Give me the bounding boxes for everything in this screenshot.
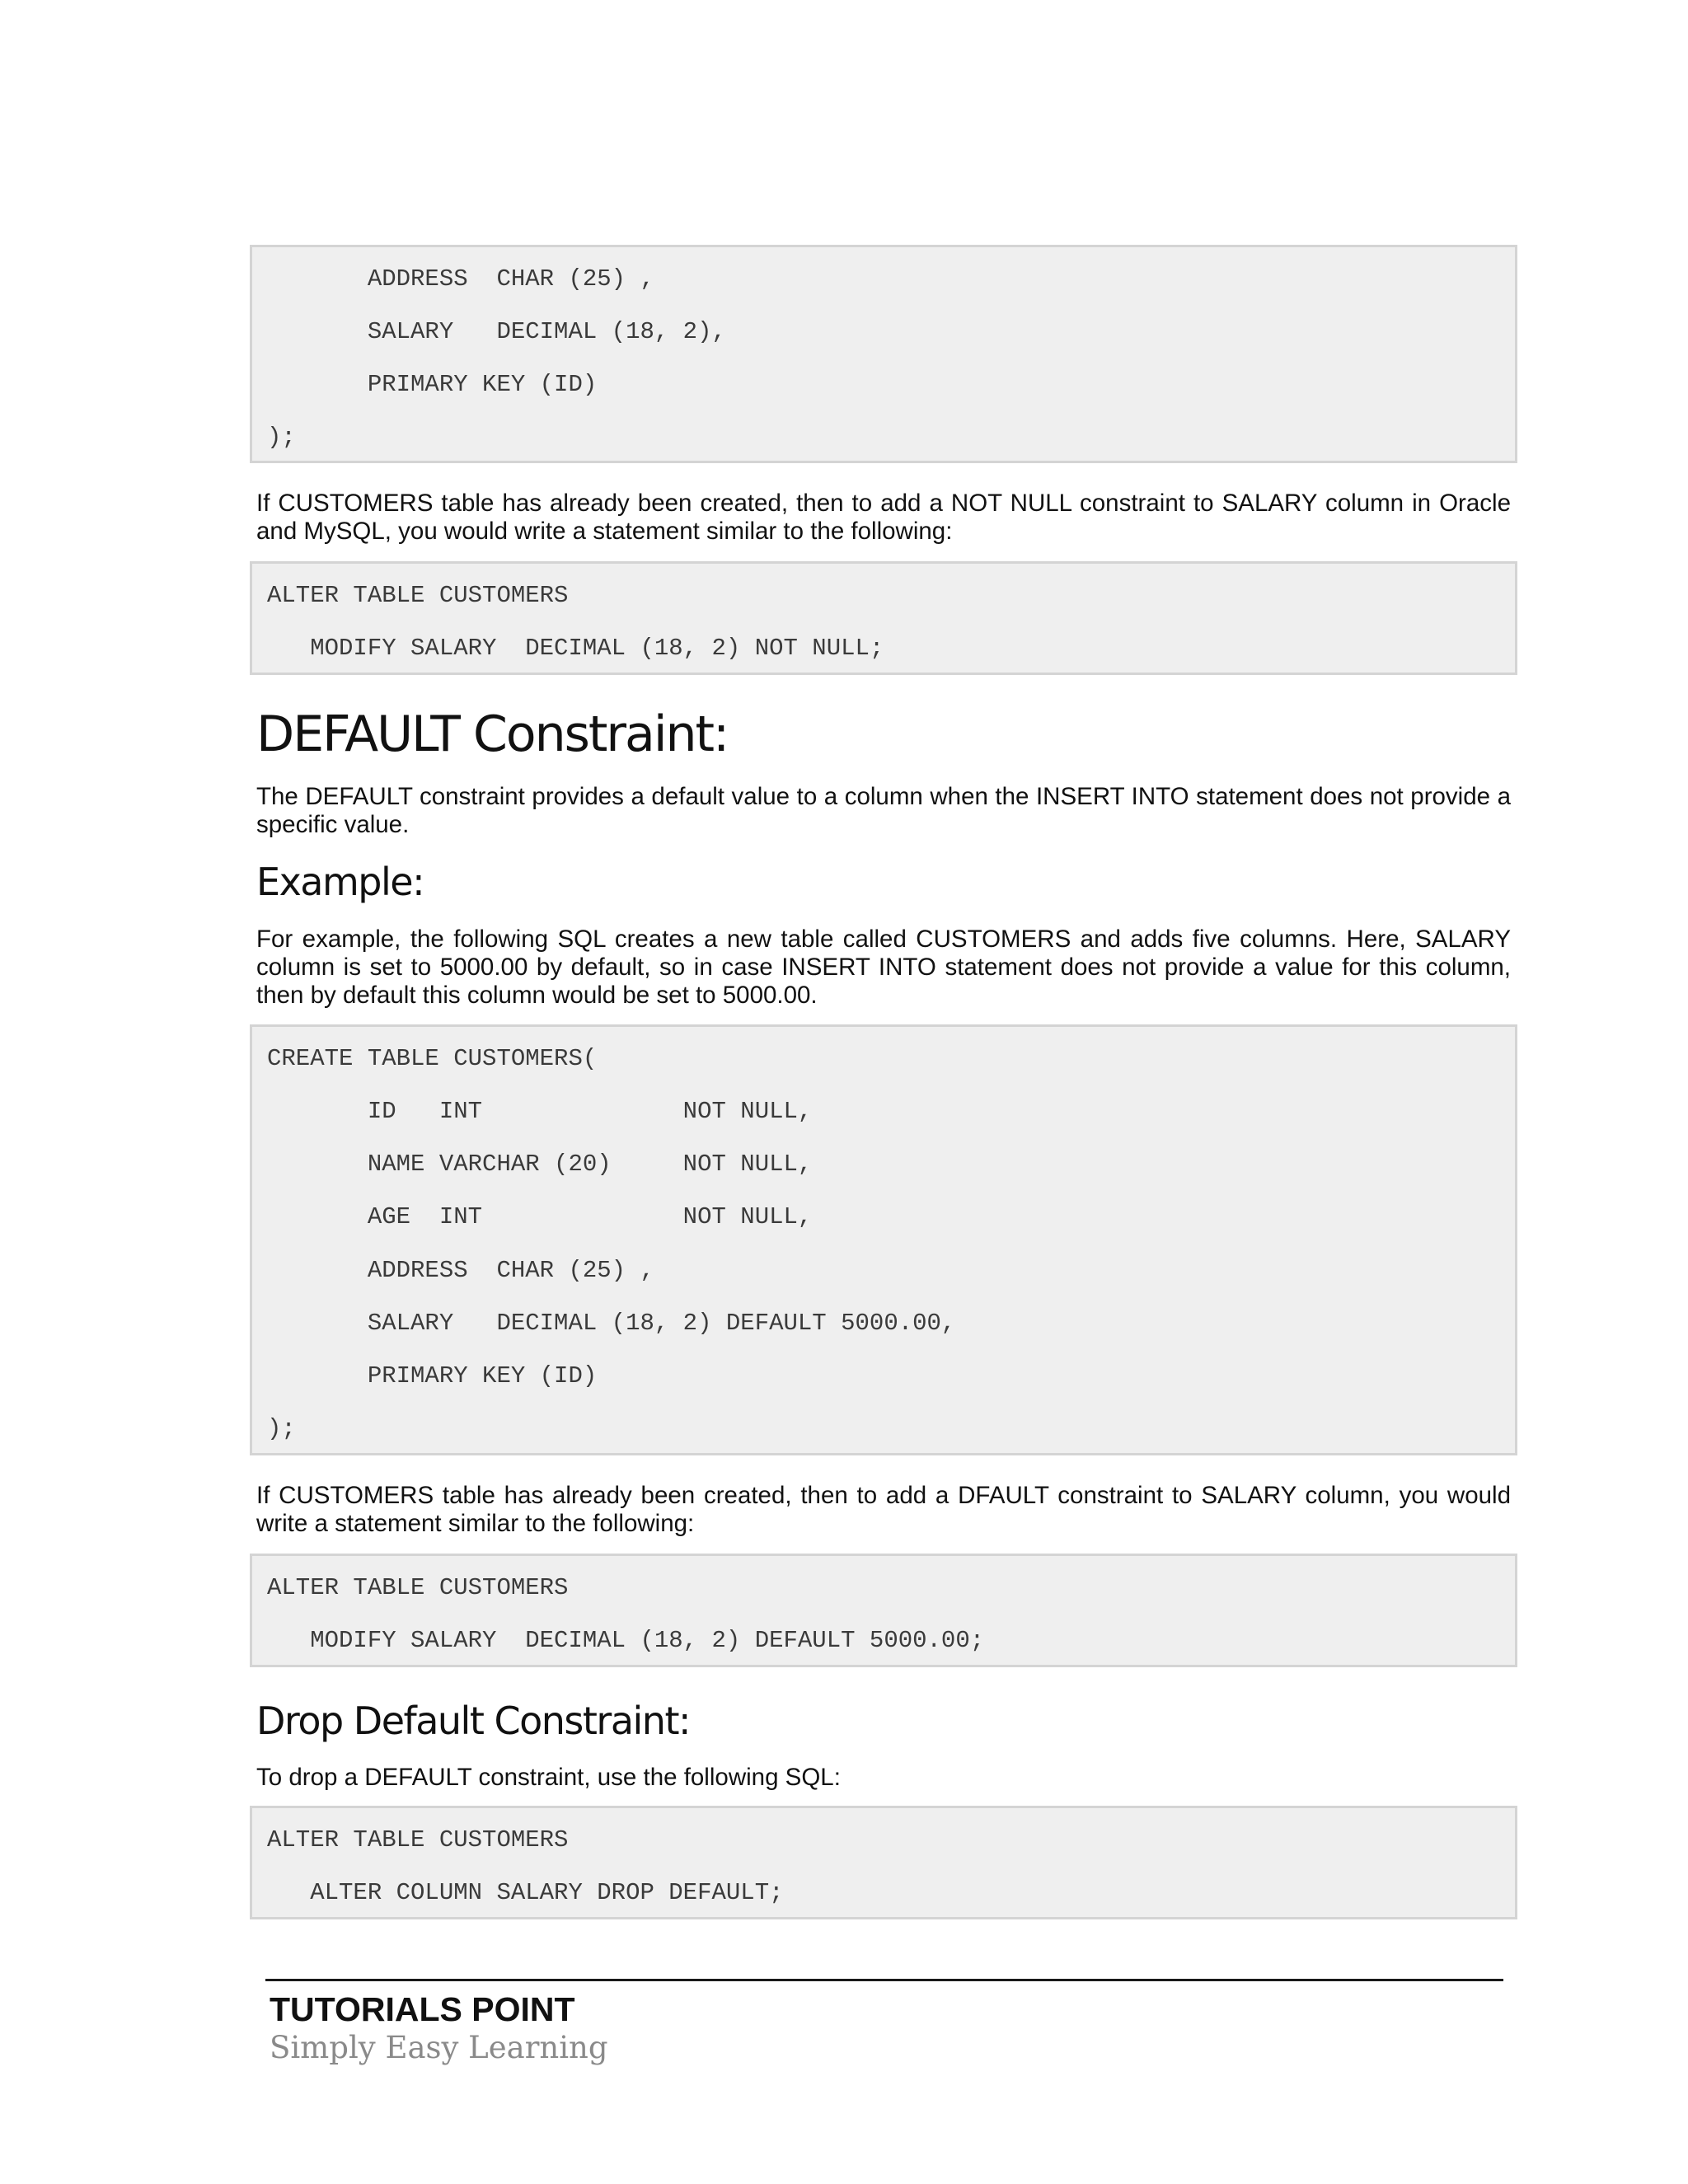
paragraph-default-example-intro: For example, the following SQL creates a new table called CUSTOMERS and adds five columns. Here, SALARY column is set to 5000.00 by default, so in case INSERT INTO statement does not provide a value for this column, then by default this column would be set to 5000.00. (256, 926, 1511, 1009)
paragraph-drop-default-intro: To drop a DEFAULT constraint, use the following SQL: (256, 1764, 841, 1791)
code-line: ALTER COLUMN SALARY DROP DEFAULT; (267, 1879, 784, 1906)
code-line: ALTER TABLE CUSTOMERS (267, 582, 569, 609)
code-block-alter-default (250, 1554, 1517, 1667)
code-line: NAME VARCHAR (20) NOT NULL, (267, 1151, 813, 1178)
code-line: SALARY DECIMAL (18, 2) DEFAULT 5000.00, (267, 1310, 956, 1337)
footer-tagline: Simply Easy Learning (270, 2030, 608, 2065)
code-line: PRIMARY KEY (ID) (267, 1362, 598, 1390)
code-line: ALTER TABLE CUSTOMERS (267, 1574, 569, 1601)
paragraph-default-description: The DEFAULT constraint provides a default value to a column when the INSERT INTO statement does not provide a specific value. (256, 783, 1511, 838)
footer-brand-logo: TUTORIALS POINT (270, 1990, 575, 2028)
code-line: ); (267, 424, 296, 451)
footer-divider (265, 1979, 1503, 1981)
heading-drop-default-constraint: Drop Default Constraint: (256, 1699, 690, 1743)
paragraph-default-alter-intro: If CUSTOMERS table has already been created, then to add a DFAULT constraint to SALARY column, you would write a statement similar to the following: (256, 1482, 1511, 1537)
code-block-create-table-tail (250, 245, 1517, 463)
heading-default-constraint: DEFAULT Constraint: (256, 705, 729, 763)
code-line: ALTER TABLE CUSTOMERS (267, 1826, 569, 1854)
code-line: AGE INT NOT NULL, (267, 1203, 813, 1230)
code-line: MODIFY SALARY DECIMAL (18, 2) DEFAULT 5000.00; (267, 1627, 985, 1654)
code-line: CREATE TABLE CUSTOMERS( (267, 1045, 598, 1072)
code-block-alter-not-null (250, 561, 1517, 675)
code-line: SALARY DECIMAL (18, 2), (267, 318, 726, 345)
code-block-drop-default (250, 1806, 1517, 1919)
code-line: ID INT NOT NULL, (267, 1098, 813, 1125)
code-line: ); (267, 1415, 296, 1442)
code-line: PRIMARY KEY (ID) (267, 371, 598, 398)
code-line: ADDRESS CHAR (25) , (267, 265, 654, 293)
code-block-create-table-default (250, 1024, 1517, 1455)
code-line: MODIFY SALARY DECIMAL (18, 2) NOT NULL; (267, 635, 884, 662)
paragraph-not-null-alter-intro: If CUSTOMERS table has already been created, then to add a NOT NULL constraint to SALARY column in Oracle and MySQL, you would write a statement similar to the following: (256, 490, 1511, 545)
heading-example: Example: (256, 860, 424, 904)
code-line: ADDRESS CHAR (25) , (267, 1257, 654, 1284)
